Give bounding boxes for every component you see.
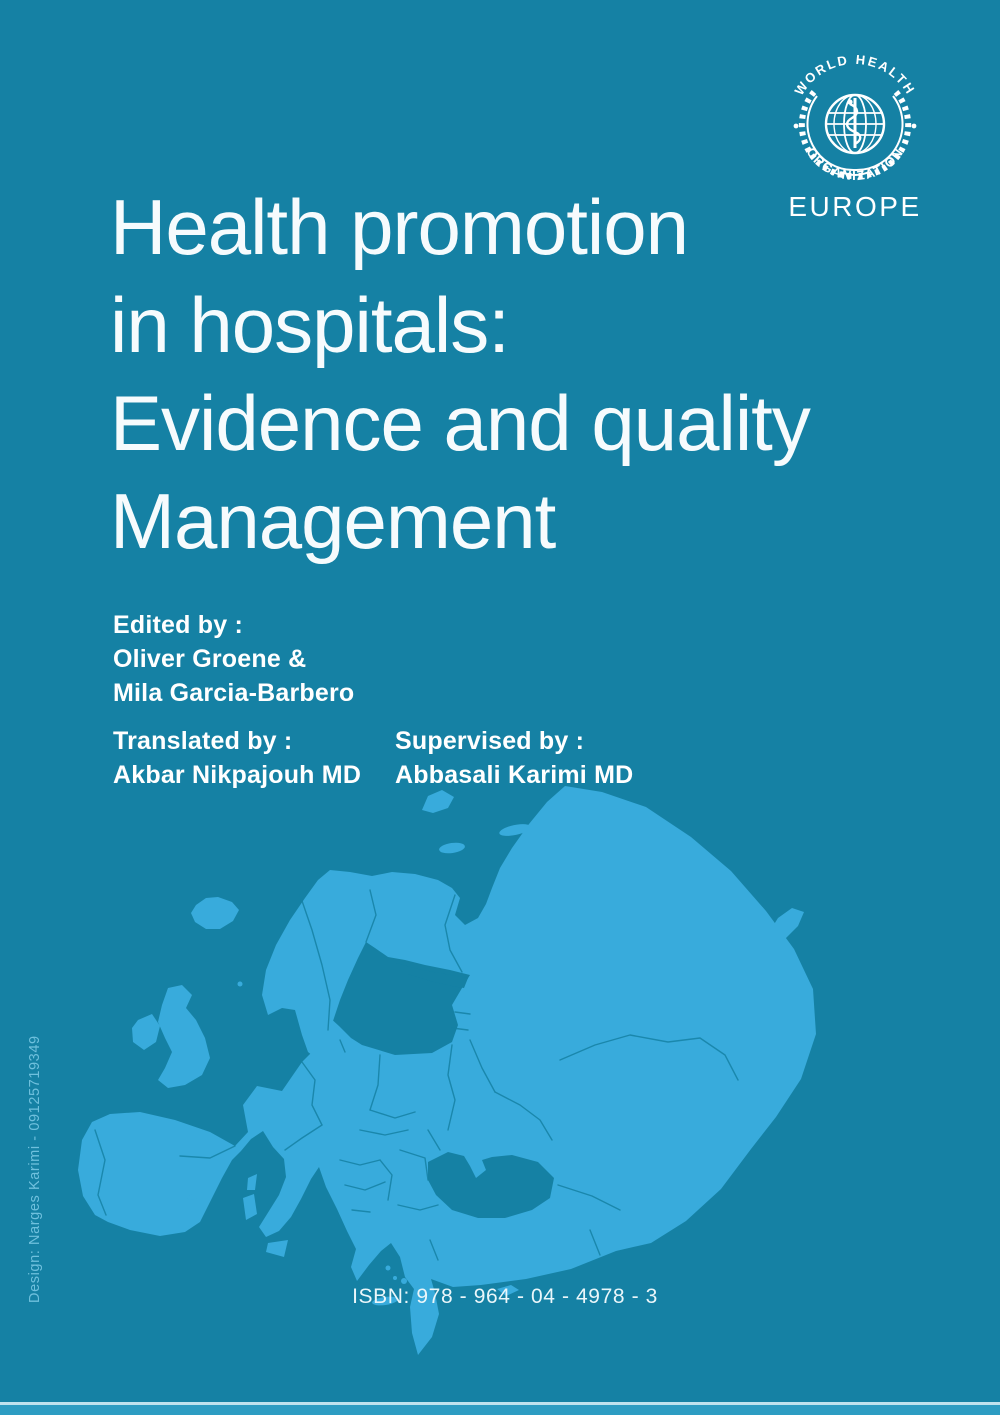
title-line-3: Evidence and quality <box>110 379 810 467</box>
supervised-by-block <box>395 724 633 792</box>
title-line-2: in hospitals: <box>110 281 509 369</box>
landmass <box>78 786 816 1355</box>
who-ring-text-bottom: ORGANIZATION <box>803 144 907 184</box>
staff-snake-icon <box>847 98 860 148</box>
bottom-strip <box>0 1402 1000 1415</box>
supervised-by-label: Supervised by : <box>395 727 585 755</box>
editor-name-1: Oliver Groene & <box>113 645 307 673</box>
isbn-text: ISBN: 978 - 964 - 04 - 4978 - 3 <box>352 1285 658 1308</box>
translated-by-block <box>113 724 361 792</box>
edited-by-label: Edited by : <box>113 611 243 639</box>
book-title <box>110 178 910 570</box>
title-line-1: Health promotion <box>110 183 688 271</box>
supervisor-name: Abbasali Karimi MD <box>395 761 634 789</box>
who-ring-text-top: WORLD HEALTH <box>791 51 919 98</box>
title-line-4: Management <box>110 477 556 565</box>
editor-name-2: Mila Garcia-Barbero <box>113 679 355 707</box>
translator-name: Akbar Nikpajouh MD <box>113 761 362 789</box>
svg-text:WORLD HEALTH <box>791 52 918 98</box>
translated-by-label: Translated by : <box>113 727 293 755</box>
logo-region-label: EUROPE <box>788 191 922 222</box>
edited-by-block <box>113 608 354 710</box>
design-credit: Design: Narges Karimi - 09125719349 <box>27 1035 43 1303</box>
